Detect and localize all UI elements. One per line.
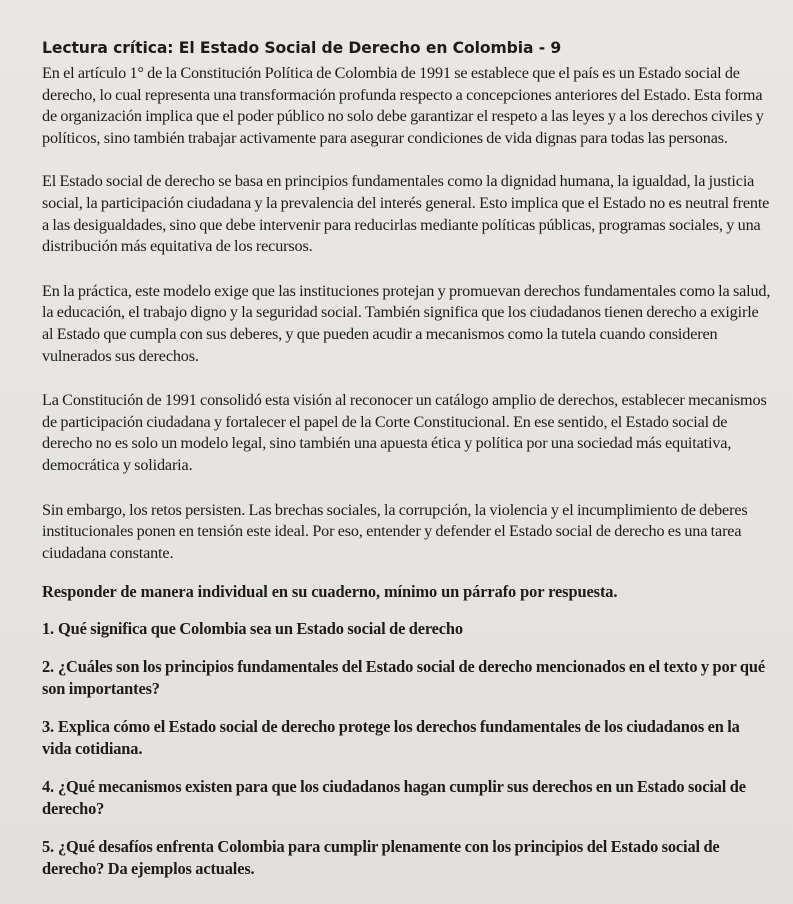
document-title: Lectura crítica: El Estado Social de Derecho en Colombia - 9: [42, 39, 562, 57]
question-text: Explica cómo el Estado social de derecho protege los derechos fundamentales de los ciudadanos en la vida cotidiana.: [42, 717, 740, 759]
question-number: 5.: [42, 837, 54, 857]
question-number: 2.: [42, 657, 54, 677]
instruction-text: Responder de manera individual en su cuaderno, mínimo un párrafo por respuesta.: [42, 582, 618, 602]
question-4: [34, 776, 771, 820]
paragraph-4: La Constitución de 1991 consolidó esta visión al reconocer un catálogo amplio de derechos, establecer mecanismos de participación ciudadana y fortalecer el papel de la Corte Constitucional. En ese sentido, el Estado social de derecho no es solo un modelo legal, sino también una apuesta ética y política por una sociedad más equitativa, democrática y solidaria.: [42, 391, 767, 474]
question-text: Qué significa que Colombia sea un Estado social de derecho: [58, 619, 463, 639]
question-number: 4.: [42, 777, 54, 797]
question-text: ¿Qué desafíos enfrenta Colombia para cumplir plenamente con los principios del Estado social de derecho? Da ejemplos actuales.: [42, 837, 720, 879]
question-number: 1.: [42, 619, 54, 639]
paragraph-5: Sin embargo, los retos persisten. Las brechas sociales, la corrupción, la violencia y el incumplimiento de deberes institucionales ponen en tensión este ideal. Por eso, entender y defender el Estado social de derecho es una tarea ciudadana constante.: [42, 500, 748, 562]
question-text: ¿Cuáles son los principios fundamentales del Estado social de derecho mencionados en el texto y por qué son importantes?: [42, 657, 765, 699]
question-text: ¿Qué mecanismos existen para que los ciudadanos hagan cumplir sus derechos en un Estado social de derecho?: [42, 777, 746, 819]
question-1: [34, 618, 771, 640]
question-3: [34, 716, 771, 760]
question-number: 3.: [42, 717, 54, 737]
question-2: [34, 656, 771, 700]
paragraph-1: En el artículo 1° de la Constitución Política de Colombia de 1991 se establece que el país es un Estado social de derecho, lo cual representa una transformación profunda respecto a concepciones anteriores del Estado. Esta forma de organización implica que el poder público no solo debe garantizar el respeto a las leyes y a los derechos civiles y políticos, sino también trabajar activamente para asegurar condiciones de vida dignas para todas las personas.: [42, 64, 764, 147]
question-5: [34, 836, 771, 880]
paragraph-3: En la práctica, este modelo exige que las instituciones protejan y promuevan derechos fundamentales como la salud, la educación, el trabajo digno y la seguridad social. También significa que los ciudadanos tienen derecho a exigirle al Estado que cumpla con sus deberes, y que pueden acudir a mecanismos como la tutela cuando consideren vulnerados sus derechos.: [42, 281, 771, 365]
paragraph-2: El Estado social de derecho se basa en principios fundamentales como la dignidad humana, la igualdad, la justicia social, la participación ciudadana y la prevalencia del interés general. Esto implica que el Estado no es neutral frente a las desigualdades, sino que debe intervenir para reducirlas mediante políticas públicas, programas sociales, y una distribución más equitativa de los recursos.: [42, 172, 770, 256]
